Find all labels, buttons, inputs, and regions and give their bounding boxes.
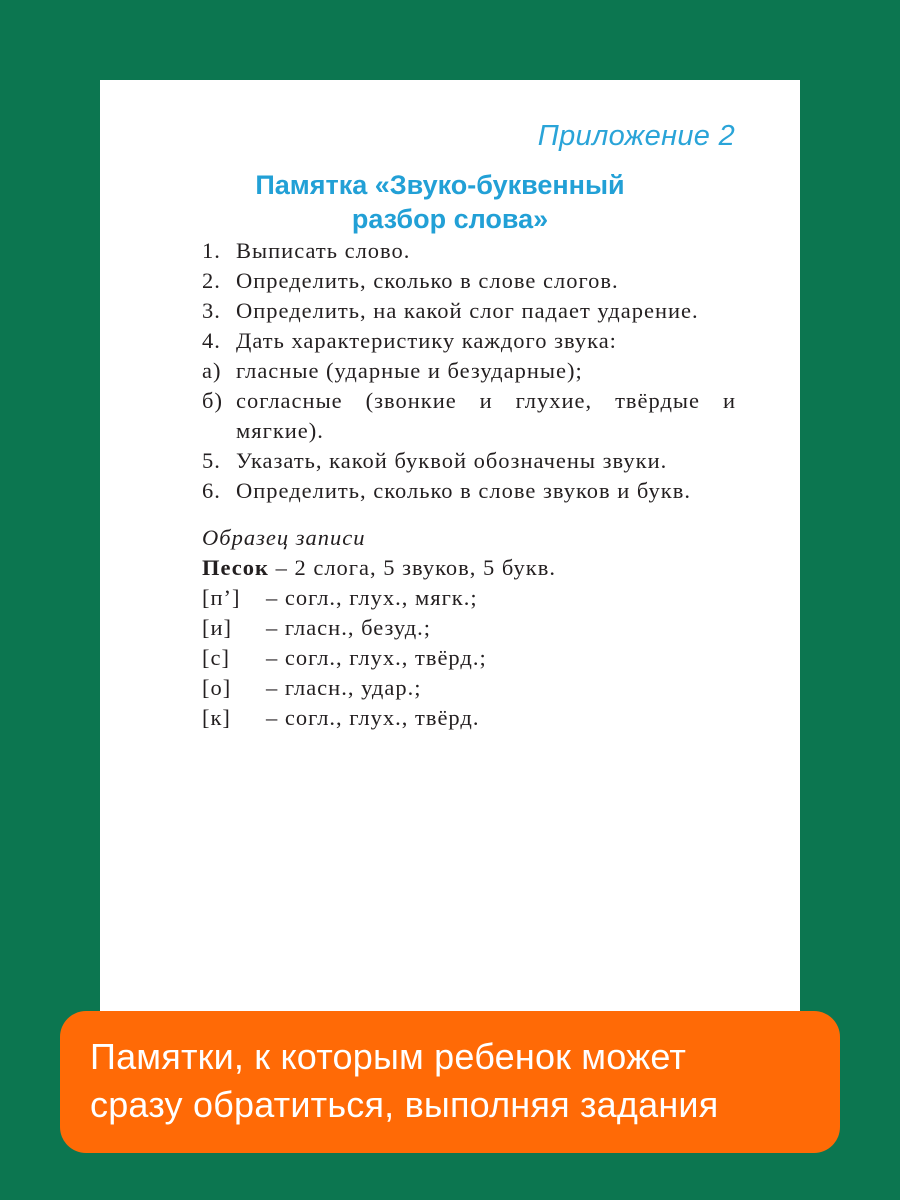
- sound-description: – согл., глух., твёрд.: [266, 705, 480, 730]
- step-item: [202, 446, 736, 476]
- sound-symbol: [п’]: [202, 585, 241, 610]
- step-text: Выписать слово.: [236, 238, 411, 263]
- step-number: 6.: [202, 478, 221, 503]
- step-item: [202, 236, 736, 266]
- sound-description: – гласн., удар.;: [266, 675, 422, 700]
- sample-summary-text: – 2 слога, 5 звуков, 5 букв.: [268, 555, 556, 580]
- step-text: Дать характеристику каждого звука:: [236, 328, 617, 353]
- sound-row: [202, 613, 736, 643]
- step-number: 4.: [202, 328, 221, 353]
- step-text: гласные (ударные и безударные);: [236, 358, 583, 383]
- appendix-label: Приложение 2: [537, 120, 735, 152]
- banner-caption: [90, 1033, 820, 1129]
- step-number: 1.: [202, 238, 221, 263]
- banner-line1: Памятки, к которым ребенок может: [90, 1036, 687, 1077]
- sample-heading: Образец записи: [202, 525, 366, 550]
- step-text: согласные (звонкие и глухие, твёрдые и мягкие).: [236, 388, 736, 443]
- step-letter: б): [202, 388, 223, 413]
- step-subitem: [202, 386, 736, 446]
- step-number: 3.: [202, 298, 221, 323]
- memo-body: [202, 236, 736, 733]
- step-number: 2.: [202, 268, 221, 293]
- step-item: [202, 296, 736, 326]
- step-subitem: [202, 356, 736, 386]
- step-text: Определить, сколько в слове звуков и букв.: [236, 478, 691, 503]
- step-item: [202, 326, 736, 356]
- step-item: [202, 266, 736, 296]
- sound-symbol: [о]: [202, 675, 232, 700]
- sample-summary: [202, 553, 736, 583]
- sound-symbol: [к]: [202, 705, 231, 730]
- step-item: [202, 476, 736, 506]
- sound-row: [202, 703, 736, 733]
- step-text: Определить, сколько в слове слогов.: [236, 268, 619, 293]
- sample-word: Песок: [202, 555, 269, 580]
- sound-row: [202, 583, 736, 613]
- step-text: Указать, какой буквой обозначены звуки.: [236, 448, 668, 473]
- sound-row: [202, 673, 736, 703]
- step-number: 5.: [202, 448, 221, 473]
- memo-title-line1: Памятка «Звуко-буквенный: [255, 170, 625, 200]
- banner-line2: сразу обратиться, выполняя задания: [90, 1084, 719, 1125]
- step-text: Определить, на какой слог падает ударение.: [236, 298, 699, 323]
- sound-description: – гласн., безуд.;: [266, 615, 432, 640]
- memo-title: [100, 168, 800, 236]
- book-page: [100, 80, 800, 1080]
- step-letter: а): [202, 358, 222, 383]
- sound-symbol: [и]: [202, 615, 233, 640]
- sound-description: – согл., глух., твёрд.;: [266, 645, 487, 670]
- sound-row: [202, 643, 736, 673]
- promo-banner: [60, 1011, 840, 1153]
- sound-symbol: [с]: [202, 645, 230, 670]
- memo-title-line2: разбор слова»: [351, 204, 549, 234]
- sound-description: – согл., глух., мягк.;: [266, 585, 478, 610]
